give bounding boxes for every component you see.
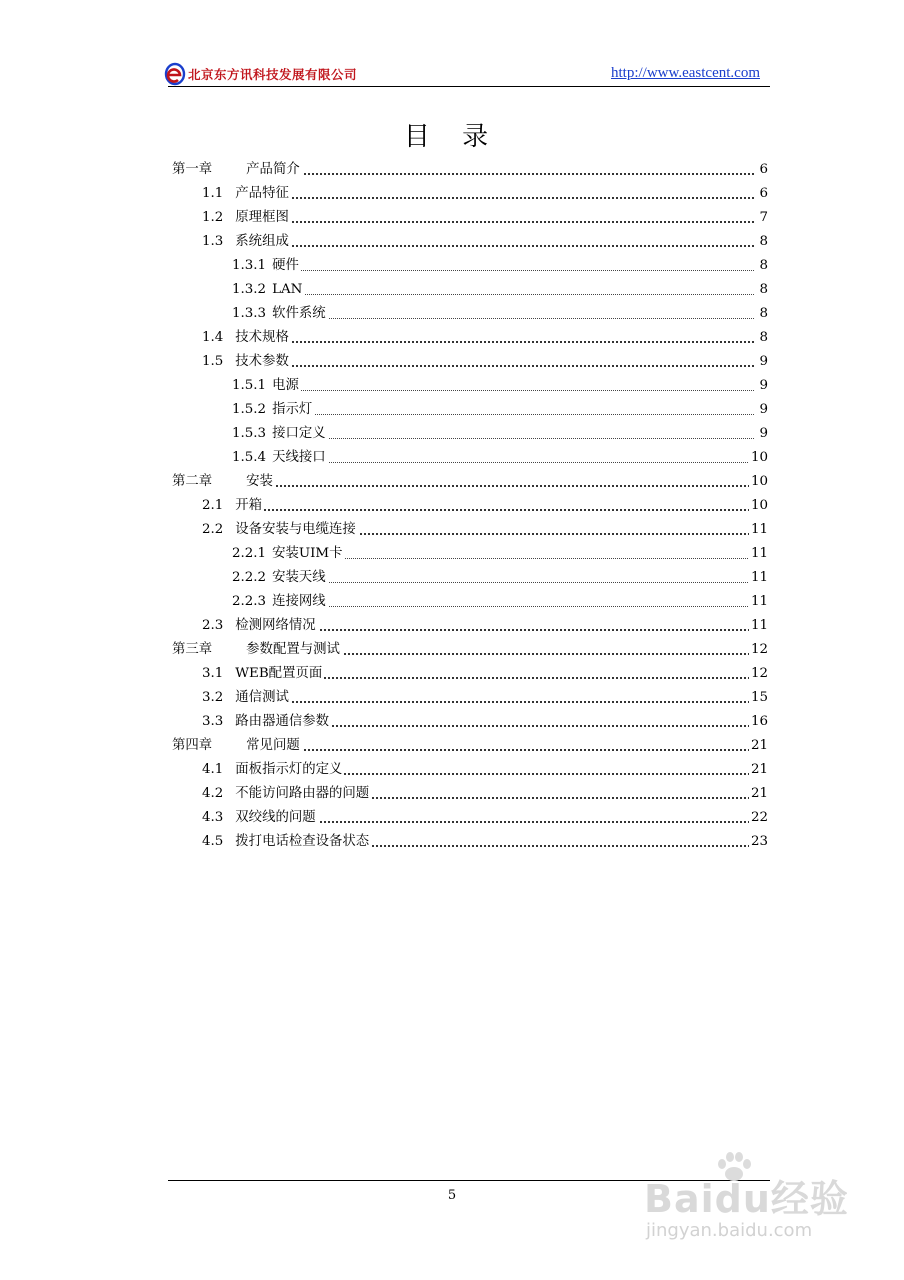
toc-entry[interactable] — [172, 398, 768, 422]
toc-page-number: 8 — [757, 326, 768, 350]
toc-section-number: 4.3 — [202, 810, 224, 825]
dot-leader — [272, 414, 754, 415]
toc-section-number: 2.2.2 — [232, 570, 267, 585]
toc-section-number: 4.5 — [202, 834, 224, 849]
table-of-contents — [172, 158, 768, 854]
watermark-brand: Baidu经验 — [644, 1177, 849, 1221]
toc-page-number: 8 — [757, 254, 768, 278]
toc-entry-title: 安装 — [246, 474, 273, 489]
watermark-domain: jingyan.baidu.com — [646, 1220, 813, 1241]
toc-page-number: 8 — [757, 230, 768, 254]
toc-section-number: 4.2 — [202, 786, 224, 801]
toc-chapter-number: 第三章 — [172, 642, 213, 657]
toc-page-number: 11 — [749, 518, 768, 542]
toc-entry-label — [202, 182, 291, 206]
dot-leader — [232, 509, 754, 511]
toc-entry-title: 技术规格 — [235, 330, 289, 345]
toc-entry[interactable] — [172, 302, 768, 326]
toc-page-number: 9 — [757, 422, 768, 446]
dot-leader — [272, 462, 754, 463]
toc-entry-title: 双绞线的问题 — [235, 810, 316, 825]
toc-entry[interactable] — [172, 494, 768, 518]
dot-leader — [272, 173, 754, 175]
toc-page-number: 10 — [749, 494, 768, 518]
toc-entry[interactable] — [172, 542, 768, 566]
toc-entry[interactable] — [172, 614, 768, 638]
toc-entry-label — [232, 542, 345, 566]
dot-leader — [232, 245, 754, 247]
toc-entry-label — [202, 326, 291, 350]
dot-leader — [232, 221, 754, 223]
toc-entry-label — [202, 350, 291, 374]
toc-entry-label — [172, 470, 275, 494]
toc-entry[interactable] — [172, 590, 768, 614]
toc-entry[interactable] — [172, 158, 768, 182]
toc-entry-title: 技术参数 — [235, 354, 289, 369]
toc-entry-title: 参数配置与测试 — [246, 642, 340, 657]
toc-page-number: 9 — [757, 398, 768, 422]
toc-page-number: 21 — [749, 758, 768, 782]
toc-section-number: 1.5.3 — [232, 426, 267, 441]
toc-section-number: 1.5.4 — [232, 450, 267, 465]
toc-page-number: 6 — [757, 158, 768, 182]
toc-section-number: 1.5.2 — [232, 402, 267, 417]
toc-entry-label — [202, 806, 318, 830]
toc-entry[interactable] — [172, 734, 768, 758]
toc-entry-label — [232, 302, 328, 326]
dot-leader — [272, 485, 754, 487]
toc-entry-title: 路由器通信参数 — [235, 714, 330, 729]
toc-entry-title: 通信测试 — [235, 690, 289, 705]
toc-page-number: 8 — [757, 278, 768, 302]
toc-entry-label — [202, 758, 344, 782]
toc-entry-label — [172, 638, 342, 662]
toc-entry[interactable] — [172, 446, 768, 470]
toc-section-number: 2.2.1 — [232, 546, 267, 561]
toc-page-number: 11 — [749, 542, 768, 566]
toc-chapter-number: 第一章 — [172, 162, 213, 177]
toc-entry[interactable] — [172, 662, 768, 686]
toc-entry-label — [232, 254, 301, 278]
dot-leader — [272, 270, 754, 271]
toc-entry-label — [232, 398, 314, 422]
toc-page-number: 11 — [749, 614, 768, 638]
toc-entry-label — [202, 686, 291, 710]
toc-entry[interactable] — [172, 782, 768, 806]
toc-section-number: 3.1 — [202, 666, 224, 681]
toc-page-number: 21 — [749, 734, 768, 758]
toc-entry-title: 产品特征 — [235, 186, 289, 201]
toc-entry-title: 设备安装与电缆连接 — [235, 522, 356, 537]
toc-entry[interactable] — [172, 566, 768, 590]
toc-entry[interactable] — [172, 278, 768, 302]
toc-section-number: 1.5 — [202, 354, 224, 369]
toc-entry-label — [172, 158, 302, 182]
dot-leader — [272, 438, 754, 439]
toc-entry-label — [202, 494, 264, 518]
toc-entry[interactable] — [172, 254, 768, 278]
toc-entry-title: 软件系统 — [272, 306, 326, 321]
toc-entry-title: 开箱 — [235, 498, 263, 513]
toc-entry-label — [232, 278, 304, 302]
dot-leader — [272, 582, 754, 583]
toc-page-number: 12 — [749, 638, 768, 662]
toc-section-number: 1.3.2 — [232, 282, 267, 297]
toc-entry[interactable] — [172, 830, 768, 854]
toc-entry-title: 安装UIM卡 — [272, 546, 343, 561]
website-link[interactable]: http://www.eastcent.com — [611, 65, 760, 81]
toc-entry[interactable] — [172, 470, 768, 494]
toc-section-number: 3.2 — [202, 690, 224, 705]
toc-chapter-number: 第四章 — [172, 738, 213, 753]
toc-entry-title: 硬件 — [272, 258, 299, 273]
toc-section-number: 1.1 — [202, 186, 224, 201]
toc-page-number: 22 — [749, 806, 768, 830]
toc-entry[interactable] — [172, 638, 768, 662]
dot-leader — [272, 390, 754, 391]
toc-entry-title: 拨打电话检查设备状态 — [235, 834, 370, 849]
toc-entry[interactable] — [172, 806, 768, 830]
toc-section-number: 4.1 — [202, 762, 224, 777]
toc-page-number: 7 — [757, 206, 768, 230]
toc-entry-title: 指示灯 — [272, 402, 313, 417]
toc-entry-label — [232, 590, 328, 614]
toc-page-number: 9 — [757, 374, 768, 398]
toc-entry-label — [202, 662, 324, 686]
toc-page-number: 11 — [749, 590, 768, 614]
toc-section-number: 2.2.3 — [232, 594, 267, 609]
toc-section-number: 2.2 — [202, 522, 224, 537]
toc-page-number: 8 — [757, 302, 768, 326]
toc-entry-title: 连接网线 — [272, 594, 326, 609]
toc-entry[interactable] — [172, 206, 768, 230]
toc-entry-label — [232, 446, 328, 470]
dot-leader — [232, 365, 754, 367]
toc-entry[interactable] — [172, 182, 768, 206]
toc-entry-title: 产品简介 — [246, 162, 300, 177]
toc-section-number: 1.3.3 — [232, 306, 267, 321]
page-title: 目 录 — [403, 122, 501, 152]
toc-section-number: 1.3.1 — [232, 258, 267, 273]
toc-entry-title: 系统组成 — [235, 234, 289, 249]
toc-entry[interactable] — [172, 374, 768, 398]
toc-entry-title: 不能访问路由器的问题 — [235, 786, 370, 801]
toc-entry-label — [202, 710, 331, 734]
toc-chapter-number: 第二章 — [172, 474, 213, 489]
toc-section-number: 1.5.1 — [232, 378, 267, 393]
toc-page-number: 6 — [757, 182, 768, 206]
dot-leader — [272, 606, 754, 607]
toc-section-number: 1.2 — [202, 210, 224, 225]
toc-entry-label — [232, 374, 301, 398]
toc-page-number: 9 — [757, 350, 768, 374]
page-header — [168, 62, 770, 88]
toc-page-number: 23 — [749, 830, 768, 854]
toc-entry-label — [202, 230, 291, 254]
toc-entry-title: 天线接口 — [272, 450, 326, 465]
toc-page-number: 21 — [749, 782, 768, 806]
toc-entry-title: 安装天线 — [272, 570, 326, 585]
baidu-watermark — [634, 1150, 854, 1260]
toc-page-number: 11 — [749, 566, 768, 590]
company-name: 北京东方讯科技发展有限公司 — [188, 67, 358, 82]
toc-section-number: 2.3 — [202, 618, 224, 633]
toc-entry-label — [202, 206, 291, 230]
dot-leader — [272, 653, 754, 655]
toc-entry-label — [202, 518, 358, 542]
dot-leader — [272, 294, 754, 295]
toc-page-number: 12 — [749, 662, 768, 686]
toc-entry[interactable] — [172, 758, 768, 782]
toc-entry-label — [202, 782, 371, 806]
dot-leader — [232, 341, 754, 343]
toc-section-number: 1.4 — [202, 330, 224, 345]
toc-entry-label — [172, 734, 302, 758]
toc-entry-title: WEB配置页面 — [235, 666, 323, 681]
toc-entry-label — [202, 614, 318, 638]
toc-entry-title: 常见问题 — [246, 738, 300, 753]
toc-entry-title: LAN — [272, 282, 303, 297]
toc-entry[interactable] — [172, 710, 768, 734]
header-divider — [168, 86, 770, 87]
toc-entry-title: 原理框图 — [235, 210, 289, 225]
toc-section-number: 3.3 — [202, 714, 224, 729]
toc-page-number: 16 — [749, 710, 768, 734]
toc-entry[interactable] — [172, 230, 768, 254]
toc-entry-title: 接口定义 — [272, 426, 326, 441]
toc-entry[interactable] — [172, 350, 768, 374]
toc-page-number: 15 — [749, 686, 768, 710]
dot-leader — [232, 197, 754, 199]
toc-entry[interactable] — [172, 422, 768, 446]
toc-entry[interactable] — [172, 686, 768, 710]
toc-page-number: 10 — [749, 470, 768, 494]
toc-section-number: 2.1 — [202, 498, 224, 513]
toc-entry-title: 电源 — [272, 378, 299, 393]
e-logo-icon — [164, 62, 186, 86]
toc-entry[interactable] — [172, 326, 768, 350]
toc-entry-title: 检测网络情况 — [235, 618, 316, 633]
dot-leader — [232, 701, 754, 703]
toc-entry-label — [232, 422, 328, 446]
toc-entry-label — [232, 566, 328, 590]
toc-entry[interactable] — [172, 518, 768, 542]
toc-page-number: 10 — [749, 446, 768, 470]
toc-entry-title: 面板指示灯的定义 — [235, 762, 343, 777]
page-number: 5 — [447, 1188, 457, 1203]
toc-entry-label — [202, 830, 371, 854]
dot-leader — [272, 318, 754, 319]
dot-leader — [272, 749, 754, 751]
toc-section-number: 1.3 — [202, 234, 224, 249]
